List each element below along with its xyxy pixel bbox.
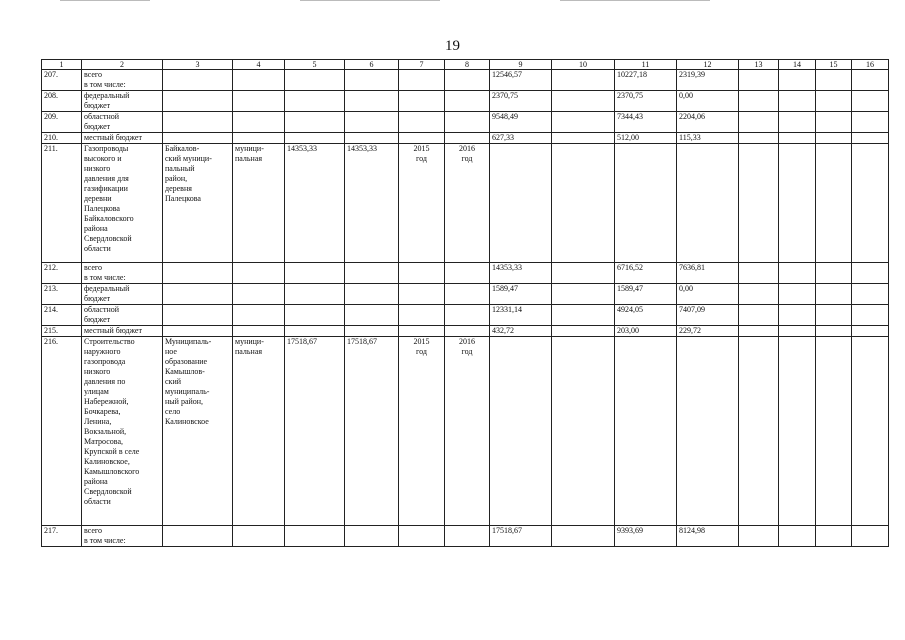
object-name: федеральный бюджет [82, 91, 163, 112]
ownership-form: муници- пальная [233, 144, 285, 263]
end-year [445, 284, 490, 305]
empty-cell [852, 133, 889, 144]
col12-cell: 7407,09 [677, 305, 739, 326]
total-cell: 14353,33 [490, 263, 552, 284]
start-year: 2015 год [399, 337, 445, 526]
table-row [42, 284, 889, 305]
col11-cell: 4924,05 [615, 305, 677, 326]
cost-cell [285, 70, 345, 91]
empty-cell [816, 263, 852, 284]
empty-cell [779, 305, 816, 326]
scan-edge-mark [300, 0, 440, 1]
col12-cell: 0,00 [677, 284, 739, 305]
column-header: 2 [82, 60, 163, 70]
col12-cell: 229,72 [677, 326, 739, 337]
end-year [445, 70, 490, 91]
column-header: 14 [779, 60, 816, 70]
owner-cell [163, 70, 233, 91]
total-cell: 1589,47 [490, 284, 552, 305]
table-row [42, 144, 889, 263]
object-name: областной бюджет [82, 112, 163, 133]
budget-table [41, 59, 889, 547]
empty-cell [739, 526, 779, 547]
empty-cell [816, 133, 852, 144]
object-name: всего в том числе: [82, 526, 163, 547]
table-row [42, 91, 889, 112]
empty-cell [739, 326, 779, 337]
empty-cell [779, 263, 816, 284]
table-row [42, 337, 889, 526]
start-year: 2015 год [399, 144, 445, 263]
row-number: 214. [42, 305, 82, 326]
scan-edge-mark [560, 0, 710, 1]
row-number: 217. [42, 526, 82, 547]
object-name: местный бюджет [82, 133, 163, 144]
table-row [42, 326, 889, 337]
empty-cell [739, 337, 779, 526]
column-header: 6 [345, 60, 399, 70]
end-year: 2016 год [445, 144, 490, 263]
col10-cell [552, 133, 615, 144]
table-row [42, 263, 889, 284]
owner-cell [163, 263, 233, 284]
empty-cell [779, 133, 816, 144]
col11-cell: 1589,47 [615, 284, 677, 305]
ownership-form: муници- пальная [233, 337, 285, 526]
value-cell: 14353,33 [345, 144, 399, 263]
column-header: 8 [445, 60, 490, 70]
empty-cell [816, 91, 852, 112]
empty-cell [779, 326, 816, 337]
empty-cell [779, 112, 816, 133]
end-year [445, 112, 490, 133]
cost-cell [285, 263, 345, 284]
col12-cell: 2319,39 [677, 70, 739, 91]
empty-cell [816, 305, 852, 326]
start-year [399, 326, 445, 337]
total-cell: 627,33 [490, 133, 552, 144]
col12-cell: 115,33 [677, 133, 739, 144]
object-name: всего в том числе: [82, 70, 163, 91]
column-header: 12 [677, 60, 739, 70]
table-body [42, 70, 889, 547]
empty-cell [816, 326, 852, 337]
cost-cell: 14353,33 [285, 144, 345, 263]
row-number: 211. [42, 144, 82, 263]
table-row [42, 112, 889, 133]
column-header: 13 [739, 60, 779, 70]
empty-cell [739, 70, 779, 91]
start-year [399, 305, 445, 326]
column-header: 7 [399, 60, 445, 70]
empty-cell [816, 337, 852, 526]
owner-cell [163, 91, 233, 112]
value-cell [345, 326, 399, 337]
value-cell [345, 305, 399, 326]
col10-cell [552, 526, 615, 547]
start-year [399, 133, 445, 144]
col11-cell: 6716,52 [615, 263, 677, 284]
empty-cell [779, 526, 816, 547]
col10-cell [552, 144, 615, 263]
col11-cell [615, 144, 677, 263]
table-row [42, 526, 889, 547]
scan-edge-mark [60, 0, 150, 1]
empty-cell [779, 91, 816, 112]
cost-cell [285, 112, 345, 133]
empty-cell [816, 70, 852, 91]
column-header: 4 [233, 60, 285, 70]
value-cell [345, 70, 399, 91]
end-year [445, 91, 490, 112]
empty-cell [852, 305, 889, 326]
cost-cell [285, 326, 345, 337]
col10-cell [552, 70, 615, 91]
col11-cell: 10227,18 [615, 70, 677, 91]
end-year [445, 305, 490, 326]
page-number: 19 [445, 38, 460, 54]
empty-cell [739, 263, 779, 284]
empty-cell [779, 144, 816, 263]
owner-cell [163, 326, 233, 337]
col10-cell [552, 91, 615, 112]
value-cell [345, 112, 399, 133]
value-cell: 17518,67 [345, 337, 399, 526]
start-year [399, 91, 445, 112]
col11-cell [615, 337, 677, 526]
value-cell [345, 526, 399, 547]
ownership-form [233, 112, 285, 133]
cost-cell: 17518,67 [285, 337, 345, 526]
value-cell [345, 284, 399, 305]
start-year [399, 263, 445, 284]
object-name: федеральный бюджет [82, 284, 163, 305]
empty-cell [852, 284, 889, 305]
ownership-form [233, 284, 285, 305]
row-number: 207. [42, 70, 82, 91]
object-name: Строительство наружного газопровода низкого давления по улицам Набережной, Бочкарева, Ленина, Вокзальной, Матросова, Крупской в селе Калиновское, Камышловского района Свердловской области [82, 337, 163, 526]
value-cell [345, 263, 399, 284]
object-name: местный бюджет [82, 326, 163, 337]
empty-cell [739, 144, 779, 263]
column-header: 10 [552, 60, 615, 70]
col12-cell [677, 337, 739, 526]
end-year: 2016 год [445, 337, 490, 526]
end-year [445, 263, 490, 284]
col12-cell: 0,00 [677, 91, 739, 112]
end-year [445, 526, 490, 547]
col11-cell: 512,00 [615, 133, 677, 144]
col10-cell [552, 263, 615, 284]
end-year [445, 133, 490, 144]
end-year [445, 326, 490, 337]
total-cell: 9548,49 [490, 112, 552, 133]
empty-cell [852, 326, 889, 337]
owner-cell [163, 284, 233, 305]
row-number: 208. [42, 91, 82, 112]
col10-cell [552, 284, 615, 305]
row-number: 215. [42, 326, 82, 337]
value-cell [345, 133, 399, 144]
value-cell [345, 91, 399, 112]
empty-cell [739, 284, 779, 305]
empty-cell [852, 144, 889, 263]
row-number: 209. [42, 112, 82, 133]
total-cell: 17518,67 [490, 526, 552, 547]
cost-cell [285, 284, 345, 305]
cost-cell [285, 91, 345, 112]
empty-cell [816, 112, 852, 133]
empty-cell [852, 263, 889, 284]
col10-cell [552, 326, 615, 337]
col12-cell: 8124,98 [677, 526, 739, 547]
column-header: 1 [42, 60, 82, 70]
owner-cell [163, 526, 233, 547]
empty-cell [779, 70, 816, 91]
cost-cell [285, 305, 345, 326]
owner-cell [163, 305, 233, 326]
column-header: 16 [852, 60, 889, 70]
empty-cell [852, 70, 889, 91]
col12-cell [677, 144, 739, 263]
ownership-form [233, 305, 285, 326]
start-year [399, 284, 445, 305]
total-cell [490, 144, 552, 263]
empty-cell [739, 91, 779, 112]
table-row [42, 133, 889, 144]
col10-cell [552, 305, 615, 326]
empty-cell [816, 284, 852, 305]
empty-cell [739, 133, 779, 144]
column-header: 3 [163, 60, 233, 70]
start-year [399, 70, 445, 91]
row-number: 210. [42, 133, 82, 144]
total-cell: 2370,75 [490, 91, 552, 112]
column-header: 9 [490, 60, 552, 70]
row-number: 212. [42, 263, 82, 284]
header-row [42, 60, 889, 70]
total-cell: 12331,14 [490, 305, 552, 326]
cost-cell [285, 133, 345, 144]
empty-cell [816, 526, 852, 547]
empty-cell [852, 526, 889, 547]
empty-cell [739, 305, 779, 326]
column-header: 11 [615, 60, 677, 70]
col12-cell: 7636,81 [677, 263, 739, 284]
col10-cell [552, 112, 615, 133]
ownership-form [233, 91, 285, 112]
col12-cell: 2204,06 [677, 112, 739, 133]
object-name: областной бюджет [82, 305, 163, 326]
start-year [399, 112, 445, 133]
object-name: всего в том числе: [82, 263, 163, 284]
empty-cell [852, 112, 889, 133]
ownership-form [233, 326, 285, 337]
empty-cell [852, 91, 889, 112]
total-cell: 12546,57 [490, 70, 552, 91]
col10-cell [552, 337, 615, 526]
owner-cell: Муниципаль- ное образование Камышлов- ский муниципаль- ный район, село Калиновское [163, 337, 233, 526]
col11-cell: 2370,75 [615, 91, 677, 112]
ownership-form [233, 263, 285, 284]
column-header: 5 [285, 60, 345, 70]
total-cell: 432,72 [490, 326, 552, 337]
empty-cell [779, 284, 816, 305]
table-row [42, 70, 889, 91]
empty-cell [852, 337, 889, 526]
empty-cell [816, 144, 852, 263]
column-header: 15 [816, 60, 852, 70]
ownership-form [233, 526, 285, 547]
row-number: 216. [42, 337, 82, 526]
object-name: Газопроводы высокого и низкого давления для газификации деревни Палецкова Байкаловского района Свердловской области [82, 144, 163, 263]
owner-cell [163, 112, 233, 133]
col11-cell: 203,00 [615, 326, 677, 337]
start-year [399, 526, 445, 547]
empty-cell [739, 112, 779, 133]
empty-cell [779, 337, 816, 526]
owner-cell: Байкалов- ский муници- пальный район, деревня Палецкова [163, 144, 233, 263]
ownership-form [233, 133, 285, 144]
table-row [42, 305, 889, 326]
col11-cell: 9393,69 [615, 526, 677, 547]
owner-cell [163, 133, 233, 144]
total-cell [490, 337, 552, 526]
cost-cell [285, 526, 345, 547]
ownership-form [233, 70, 285, 91]
col11-cell: 7344,43 [615, 112, 677, 133]
row-number: 213. [42, 284, 82, 305]
